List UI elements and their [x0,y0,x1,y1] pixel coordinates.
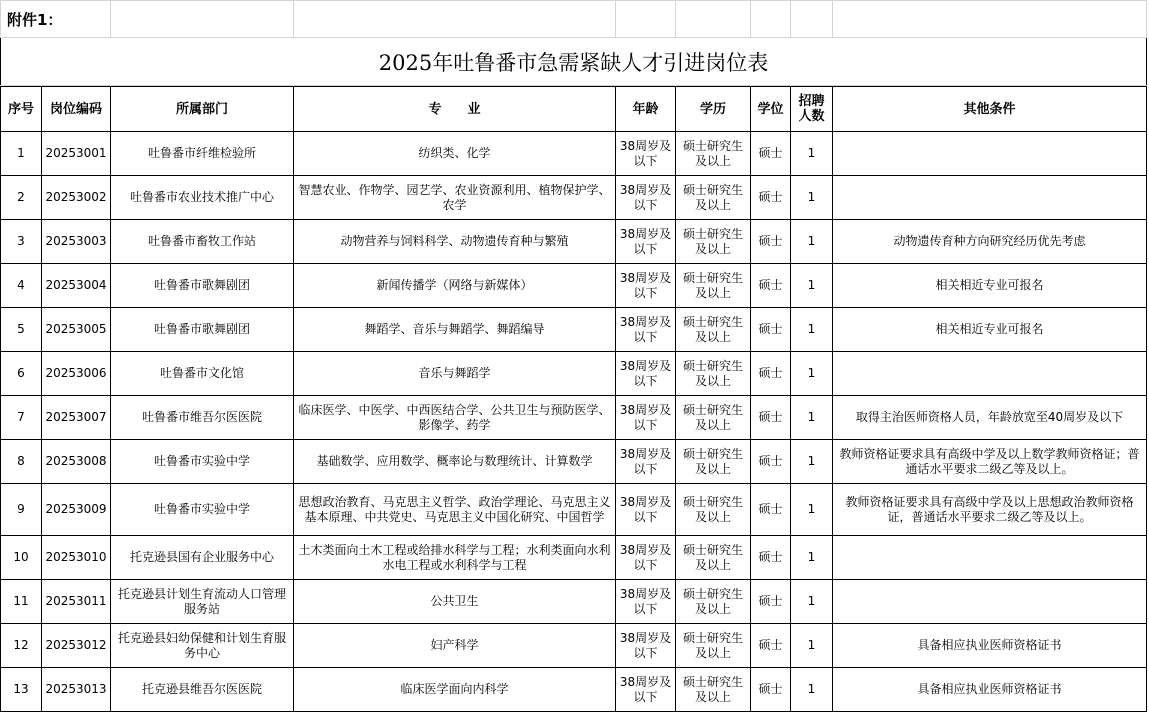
cell-degree[interactable]: 硕士 [751,308,791,352]
cell-age[interactable]: 38周岁及以下 [616,484,676,536]
table-row [1,220,1147,264]
cell-dept[interactable]: 吐鲁番市歌舞剧团 [111,308,294,352]
table-row [1,624,1147,668]
cell-other[interactable]: 具备相应执业医师资格证书 [833,668,1147,712]
empty-cell[interactable] [676,1,751,38]
cell-code[interactable]: 20253002 [42,176,111,220]
cell-major[interactable]: 思想政治教育、马克思主义哲学、政治学理论、马克思主义基本原理、中共党史、马克思主义中国化研究、中国哲学 [294,484,616,536]
cell-education[interactable]: 硕士研究生及以上 [676,440,751,484]
cell-seq[interactable]: 13 [1,668,42,712]
cell-count[interactable]: 1 [791,484,833,536]
cell-count[interactable]: 1 [791,580,833,624]
cell-degree[interactable]: 硕士 [751,396,791,440]
cell-dept[interactable]: 托克逊县计划生育流动人口管理服务站 [111,580,294,624]
cell-code[interactable]: 20253005 [42,308,111,352]
top-grid [0,0,1147,86]
cell-degree[interactable]: 硕士 [751,220,791,264]
cell-major[interactable]: 舞蹈学、音乐与舞蹈学、舞蹈编导 [294,308,616,352]
cell-major[interactable]: 基础数学、应用数学、概率论与数理统计、计算数学 [294,440,616,484]
cell-dept[interactable]: 吐鲁番市农业技术推广中心 [111,176,294,220]
cell-age[interactable]: 38周岁及以下 [616,668,676,712]
cell-other[interactable] [833,536,1147,580]
cell-count[interactable]: 1 [791,176,833,220]
cell-education[interactable]: 硕士研究生及以上 [676,484,751,536]
cell-dept[interactable]: 托克逊县妇幼保健和计划生育服务中心 [111,624,294,668]
cell-seq[interactable]: 12 [1,624,42,668]
empty-cell[interactable] [111,1,294,38]
table-row [1,308,1147,352]
cell-age[interactable]: 38周岁及以下 [616,580,676,624]
header-code[interactable]: 岗位编码 [42,87,111,132]
cell-age[interactable]: 38周岁及以下 [616,264,676,308]
header-age[interactable]: 年龄 [616,87,676,132]
cell-seq[interactable]: 8 [1,440,42,484]
cell-dept[interactable]: 吐鲁番市畜牧工作站 [111,220,294,264]
cell-code[interactable]: 20253004 [42,264,111,308]
cell-other[interactable]: 教师资格证要求具有高级中学及以上思想政治教师资格证，普通话水平要求二级乙等及以上。 [833,484,1147,536]
cell-degree[interactable]: 硕士 [751,580,791,624]
empty-cell[interactable] [294,1,616,38]
empty-cell[interactable] [791,1,833,38]
cell-seq[interactable]: 1 [1,132,42,176]
cell-major[interactable]: 动物营养与饲料科学、动物遗传育种与繁殖 [294,220,616,264]
cell-major[interactable]: 土木类面向土木工程或给排水科学与工程；水利类面向水利水电工程或水利科学与工程 [294,536,616,580]
header-seq[interactable]: 序号 [1,87,42,132]
table-row [1,176,1147,220]
cell-code[interactable]: 20253006 [42,352,111,396]
cell-seq[interactable]: 10 [1,536,42,580]
cell-other[interactable] [833,580,1147,624]
cell-other[interactable]: 取得主治医师资格人员，年龄放宽至40周岁及以下 [833,396,1147,440]
table-row [1,396,1147,440]
cell-other[interactable]: 动物遗传育种方向研究经历优先考虑 [833,220,1147,264]
cell-education[interactable]: 硕士研究生及以上 [676,580,751,624]
cell-education[interactable]: 硕士研究生及以上 [676,132,751,176]
cell-seq[interactable]: 5 [1,308,42,352]
cell-count[interactable]: 1 [791,440,833,484]
cell-count[interactable]: 1 [791,132,833,176]
cell-degree[interactable]: 硕士 [751,176,791,220]
cell-major[interactable]: 智慧农业、作物学、园艺学、农业资源利用、植物保护学、农学 [294,176,616,220]
cell-age[interactable]: 38周岁及以下 [616,624,676,668]
cell-other[interactable] [833,132,1147,176]
cell-dept[interactable]: 吐鲁番市实验中学 [111,484,294,536]
table-row [1,484,1147,536]
cell-seq[interactable]: 2 [1,176,42,220]
cell-age[interactable]: 38周岁及以下 [616,220,676,264]
cell-dept[interactable]: 吐鲁番市纤维检验所 [111,132,294,176]
empty-cell[interactable] [751,1,791,38]
cell-count[interactable]: 1 [791,624,833,668]
cell-dept[interactable]: 吐鲁番市维吾尔医医院 [111,396,294,440]
cell-code[interactable]: 20253003 [42,220,111,264]
cell-dept[interactable]: 吐鲁番市实验中学 [111,440,294,484]
cell-code[interactable]: 20253009 [42,484,111,536]
cell-major[interactable]: 临床医学面向内科学 [294,668,616,712]
cell-degree[interactable]: 硕士 [751,440,791,484]
cell-count[interactable]: 1 [791,220,833,264]
cell-degree[interactable]: 硕士 [751,536,791,580]
cell-count[interactable]: 1 [791,308,833,352]
header-other[interactable]: 其他条件 [833,87,1147,132]
empty-cell[interactable] [833,1,1147,38]
cell-major[interactable]: 临床医学、中医学、中西医结合学、公共卫生与预防医学、影像学、药学 [294,396,616,440]
empty-cell[interactable] [616,1,676,38]
positions-table [0,86,1147,712]
cell-count[interactable]: 1 [791,668,833,712]
cell-seq[interactable]: 7 [1,396,42,440]
page-title[interactable]: 2025年吐鲁番市急需紧缺人才引进岗位表 [1,38,1147,86]
cell-degree[interactable]: 硕士 [751,668,791,712]
cell-degree[interactable]: 硕士 [751,352,791,396]
cell-education[interactable]: 硕士研究生及以上 [676,536,751,580]
table-row [1,264,1147,308]
header-education[interactable]: 学历 [676,87,751,132]
header-degree[interactable]: 学位 [751,87,791,132]
header-major[interactable]: 专 业 [294,87,616,132]
cell-count[interactable]: 1 [791,396,833,440]
cell-count[interactable]: 1 [791,352,833,396]
cell-dept[interactable]: 托克逊县国有企业服务中心 [111,536,294,580]
cell-dept[interactable]: 吐鲁番市文化馆 [111,352,294,396]
attachment-label[interactable]: 附件1： [1,1,111,38]
cell-age[interactable]: 38周岁及以下 [616,176,676,220]
cell-seq[interactable]: 6 [1,352,42,396]
cell-code[interactable]: 20253001 [42,132,111,176]
cell-other[interactable] [833,352,1147,396]
cell-count[interactable]: 1 [791,264,833,308]
cell-age[interactable]: 38周岁及以下 [616,396,676,440]
cell-seq[interactable]: 4 [1,264,42,308]
cell-degree[interactable]: 硕士 [751,484,791,536]
cell-age[interactable]: 38周岁及以下 [616,536,676,580]
cell-age[interactable]: 38周岁及以下 [616,132,676,176]
cell-major[interactable]: 新闻传播学（网络与新媒体） [294,264,616,308]
cell-seq[interactable]: 3 [1,220,42,264]
cell-major[interactable]: 音乐与舞蹈学 [294,352,616,396]
table-row [1,580,1147,624]
cell-education[interactable]: 硕士研究生及以上 [676,220,751,264]
cell-other[interactable]: 相关相近专业可报名 [833,264,1147,308]
cell-education[interactable]: 硕士研究生及以上 [676,624,751,668]
cell-code[interactable]: 20253010 [42,536,111,580]
cell-degree[interactable]: 硕士 [751,624,791,668]
cell-code[interactable]: 20253013 [42,668,111,712]
table-row [1,440,1147,484]
table-row [1,668,1147,712]
cell-other[interactable]: 教师资格证要求具有高级中学及以上数学教师资格证；普通话水平要求二级乙等及以上。 [833,440,1147,484]
header-row [1,87,1147,132]
cell-code[interactable]: 20253007 [42,396,111,440]
cell-other[interactable] [833,176,1147,220]
cell-dept[interactable]: 吐鲁番市歌舞剧团 [111,264,294,308]
table-row [1,132,1147,176]
cell-age[interactable]: 38周岁及以下 [616,352,676,396]
cell-seq[interactable]: 11 [1,580,42,624]
cell-seq[interactable]: 9 [1,484,42,536]
cell-code[interactable]: 20253008 [42,440,111,484]
cell-major[interactable]: 纺织类、化学 [294,132,616,176]
cell-education[interactable]: 硕士研究生及以上 [676,176,751,220]
cell-education[interactable]: 硕士研究生及以上 [676,352,751,396]
table-row [1,352,1147,396]
header-dept[interactable]: 所属部门 [111,87,294,132]
cell-degree[interactable]: 硕士 [751,132,791,176]
cell-count[interactable]: 1 [791,536,833,580]
cell-code[interactable]: 20253012 [42,624,111,668]
cell-education[interactable]: 硕士研究生及以上 [676,396,751,440]
table-row [1,536,1147,580]
cell-age[interactable]: 38周岁及以下 [616,440,676,484]
header-count[interactable]: 招聘人数 [791,87,833,132]
cell-other[interactable]: 具备相应执业医师资格证书 [833,624,1147,668]
cell-major[interactable]: 公共卫生 [294,580,616,624]
cell-education[interactable]: 硕士研究生及以上 [676,308,751,352]
cell-age[interactable]: 38周岁及以下 [616,308,676,352]
cell-code[interactable]: 20253011 [42,580,111,624]
cell-other[interactable]: 相关相近专业可报名 [833,308,1147,352]
cell-dept[interactable]: 托克逊县维吾尔医医院 [111,668,294,712]
cell-major[interactable]: 妇产科学 [294,624,616,668]
cell-education[interactable]: 硕士研究生及以上 [676,668,751,712]
cell-education[interactable]: 硕士研究生及以上 [676,264,751,308]
cell-degree[interactable]: 硕士 [751,264,791,308]
